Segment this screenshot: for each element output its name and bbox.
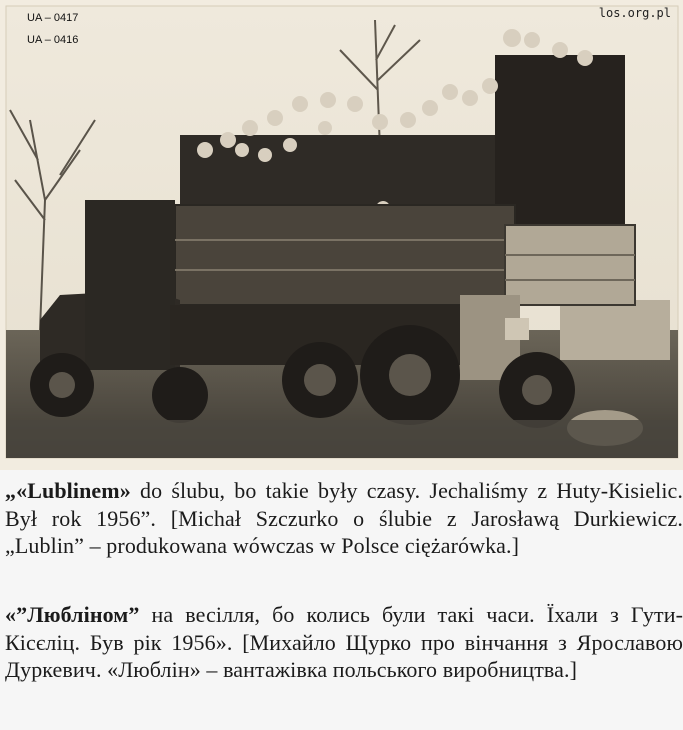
caption-ukrainian bbox=[5, 601, 683, 684]
caption-polish-bold: «Lublinem» bbox=[16, 478, 131, 503]
caption-ukrainian-lead: « bbox=[5, 602, 17, 627]
caption-polish-quote-open: „ bbox=[5, 478, 17, 503]
caption-ukrainian-bold: ”Любліном” bbox=[16, 602, 140, 627]
caption-polish-text: do ślubu, bo takie były czasy. Jechaliśmy z Huty-Kisielic. Był rok 1956”. [Michał Szczurko o ślubie z Jarosławą Durkiewicz. „Lublin” – produkowana wówczas w Polsce ciężarówka.] bbox=[5, 478, 683, 558]
source-label: los.org.pl bbox=[598, 6, 671, 20]
caption-polish bbox=[5, 477, 683, 560]
reference-code-2: UA – 0416 bbox=[27, 34, 79, 46]
caption-block bbox=[0, 470, 683, 730]
reference-code-1: UA – 0417 bbox=[27, 12, 79, 24]
caption-ukrainian-text: на весілля, бо колись були такі часи. Їхали з Гути-Кісєліц. Був рік 1956». [Михайло Щурко про вінчання з Ярославою Дуркевич. «Люблін» – вантажівка польського виробництва.] bbox=[5, 602, 683, 682]
